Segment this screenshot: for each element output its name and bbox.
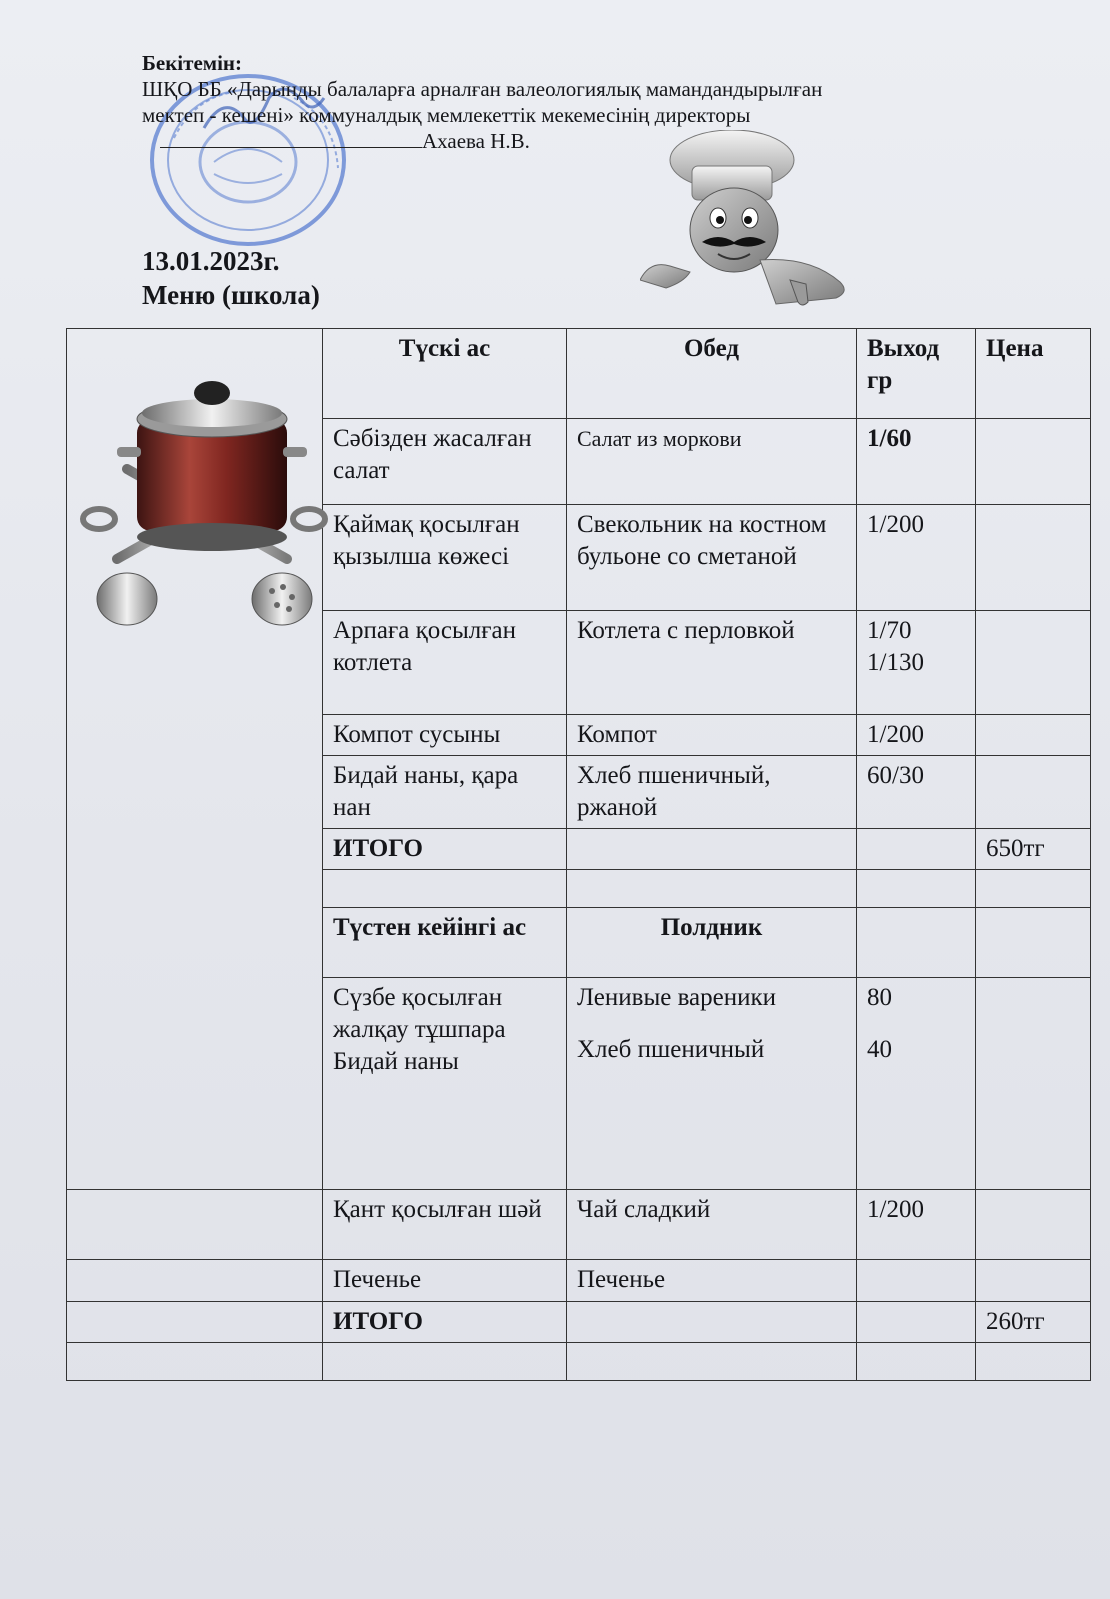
empty-cell <box>976 870 1091 908</box>
dish-ru-1: Ленивые вареники <box>577 984 777 1011</box>
table-row <box>67 1190 1091 1260</box>
pot-image-cell <box>67 329 323 1190</box>
empty-cell <box>976 908 1091 978</box>
lunch-header-row <box>67 329 1091 419</box>
dish-price <box>976 756 1091 829</box>
dish-ru <box>567 978 857 1190</box>
empty-cell <box>857 870 976 908</box>
dish-yield: 1/200 <box>857 1190 976 1260</box>
col-header-ru-lunch: Обед <box>567 329 857 419</box>
empty-cell <box>67 1190 323 1260</box>
dish-kz <box>323 978 567 1190</box>
col-header-ru-snack: Полдник <box>567 908 857 978</box>
chef-clipart <box>640 130 870 310</box>
col-header-price: Цена <box>976 329 1091 419</box>
empty-cell <box>567 1343 857 1381</box>
dish-ru: Свекольник на костном бульоне со сметаной <box>567 505 857 611</box>
dish-ru: Печенье <box>567 1260 857 1302</box>
spacer-row <box>67 1343 1091 1381</box>
organization-line-2: мектеп - кешені» коммуналдық мемлекеттік мекемесінің директоры <box>142 103 751 127</box>
snack-total-label: ИТОГО <box>323 1302 567 1343</box>
snack-total-price: 260тг <box>976 1302 1091 1343</box>
empty-cell <box>67 1302 323 1343</box>
empty-cell <box>857 829 976 870</box>
dish-yield-2: 40 <box>867 1036 892 1063</box>
snack-total-row <box>67 1302 1091 1343</box>
dish-kz-1: Сүзбе қосылған жалқау тұшпара <box>333 984 506 1043</box>
dish-price <box>976 505 1091 611</box>
date-title-block <box>142 244 320 312</box>
dish-price <box>976 419 1091 505</box>
dish-kz: Компот сусыны <box>323 715 567 756</box>
lunch-total-price: 650тг <box>976 829 1091 870</box>
dish-kz: Печенье <box>323 1260 567 1302</box>
empty-cell <box>567 870 857 908</box>
dish-yield-1: 80 <box>867 984 892 1011</box>
dish-ru: Салат из моркови <box>567 419 857 505</box>
dish-kz: Қант қосылған шәй <box>323 1190 567 1260</box>
dish-kz-2: Бидай наны <box>333 1048 459 1075</box>
dish-kz: Бидай наны, қара нан <box>323 756 567 829</box>
dish-ru: Котлета с перловкой <box>567 611 857 715</box>
menu-title: Меню (школа) <box>142 280 320 310</box>
empty-cell <box>67 1260 323 1302</box>
empty-cell <box>976 1260 1091 1302</box>
organization-line-1: ШҚО ББ «Дарынды балаларға арналған валеологиялық мамандандырылған <box>142 77 823 101</box>
menu-date: 13.01.2023г. <box>142 246 280 276</box>
dish-kz: Арпаға қосылған котлета <box>323 611 567 715</box>
col-header-kz-snack: Түстен кейінгі ас <box>323 908 567 978</box>
lunch-total-label: ИТОГО <box>323 829 567 870</box>
dish-yield: 60/30 <box>857 756 976 829</box>
empty-cell <box>976 1343 1091 1381</box>
dish-yield: 1/200 <box>857 715 976 756</box>
empty-cell <box>976 978 1091 1190</box>
empty-cell <box>976 1190 1091 1260</box>
empty-cell <box>857 908 976 978</box>
empty-cell <box>67 1343 323 1381</box>
dish-ru-2: Хлеб пшеничный <box>577 1036 765 1063</box>
dish-yield: 1/200 <box>857 505 976 611</box>
table-row <box>67 1260 1091 1302</box>
empty-cell <box>323 1343 567 1381</box>
signature-underline <box>160 147 422 148</box>
dish-yield-1: 1/70 <box>867 617 912 644</box>
col-header-kz-lunch: Түскі ас <box>323 329 567 419</box>
dish-yield <box>857 611 976 715</box>
director-name: Ахаева Н.В. <box>422 129 530 153</box>
dish-ru: Чай сладкий <box>567 1190 857 1260</box>
col-header-yield: Выход гр <box>857 329 976 419</box>
menu-table <box>66 328 1091 1381</box>
dish-kz: Сәбізден жасалған салат <box>323 419 567 505</box>
dish-yield <box>857 1260 976 1302</box>
dish-kz: Қаймақ қосылған қызылша көжесі <box>323 505 567 611</box>
dish-ru: Хлеб пшеничный, ржаной <box>567 756 857 829</box>
dish-price <box>976 611 1091 715</box>
empty-cell <box>857 1302 976 1343</box>
empty-cell <box>567 829 857 870</box>
dish-yield <box>857 978 976 1190</box>
empty-cell <box>323 870 567 908</box>
dish-price <box>976 715 1091 756</box>
pot-clipart <box>77 369 333 669</box>
empty-cell <box>857 1343 976 1381</box>
dish-yield-2: 1/130 <box>867 649 924 676</box>
approve-label: Бекітемін: <box>142 51 243 75</box>
dish-ru: Компот <box>567 715 857 756</box>
dish-yield: 1/60 <box>857 419 976 505</box>
empty-cell <box>567 1302 857 1343</box>
